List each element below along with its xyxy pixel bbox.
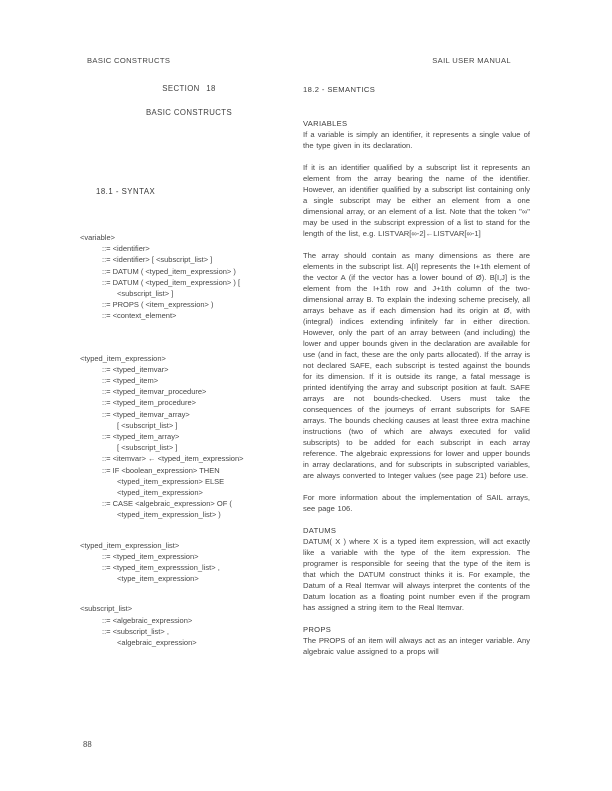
body-paragraph: DATUM( X ) where X is a typed item expression, will act exactly like a variable with the type of the item expression. The programer is responsible for seeing that the type of the item is that which the DATUM construct thinks it is. For example, the Datum of a Real Itemvar will always interpret the contents of the Datum location as a floating point number even if the program has assigned a string item to the Real Itemvar.: [303, 537, 530, 612]
syntax-production: ::= <typed_itemvar_procedure>: [102, 387, 207, 397]
syntax-nonterminal: <typed_item_expression_list>: [80, 540, 180, 550]
syntax-continuation: <typed_item_expression>: [117, 488, 203, 498]
syntax-production: ::= CASE <algebraic_expression> OF (: [102, 499, 232, 509]
syntax-nonterminal: <variable>: [80, 233, 116, 242]
syntax-production: ::= <context_element>: [102, 311, 177, 321]
subsection-heading: PROPS: [303, 625, 332, 634]
syntax-block: [80, 353, 302, 521]
syntax-block: [80, 232, 302, 322]
syntax-block: [80, 603, 302, 648]
syntax-nonterminal: <typed_item_expression>: [80, 353, 166, 363]
syntax-production: ::= <typed_item_expression>: [102, 551, 199, 561]
syntax-production: ::= DATUM ( <typed_item_expression> ): [102, 266, 236, 276]
body-paragraph: The PROPS of an item will always act as an integer variable. Any algebraic value assigned to a props will: [303, 636, 530, 656]
running-header-right: SAIL USER MANUAL: [432, 56, 511, 65]
body-paragraph: If it is an identifier qualified by a subscript list it represents an element from the array bearing the name of the identifier. However, an identifier qualified by a subscript list containing only a single subscript may be either an element from a one dimensional array, or an element of a list. Note that the token "∞" may be used in the subscript expression of a list to stand for the length of the list, e.g. LISTVAR[∞-2]←LISTVAR[∞-1]: [303, 163, 530, 238]
running-header-left: BASIC CONSTRUCTS: [87, 56, 171, 65]
syntax-block: [80, 540, 302, 585]
body-paragraph: If a variable is simply an identifier, it represents a single value of the type given in its declaration.: [303, 130, 530, 150]
syntax-production: ::= <typed_item>: [102, 376, 159, 386]
syntax-production: ::= <subscript_list> ,: [102, 626, 169, 636]
syntax-nonterminal: <subscript_list>: [80, 604, 133, 614]
syntax-continuation: <algebraic_expression>: [117, 638, 197, 648]
syntax-production: ::= <typed_item_procedure>: [102, 398, 197, 408]
syntax-heading: 18.1 - SYNTAX: [96, 187, 156, 196]
page-number: 88: [83, 740, 92, 749]
running-header: [87, 56, 511, 65]
syntax-production: ::= <typed_item_array>: [102, 432, 180, 442]
syntax-production: ::= <algebraic_expression>: [102, 615, 193, 625]
syntax-production: ::= <identifier> [ <subscript_list> ]: [102, 255, 213, 265]
syntax-production: ::= PROPS ( <item_expression> ): [102, 300, 214, 310]
syntax-continuation: [ <subscript_list> ]: [117, 443, 178, 453]
subsection-heading: VARIABLES: [303, 119, 348, 128]
semantics-sections: [303, 118, 530, 657]
syntax-production: ::= <typed_item_expresssion_list> ,: [102, 563, 220, 573]
syntax-production: ::= <identifier>: [102, 244, 150, 254]
syntax-blocks: [80, 232, 302, 667]
section-titles: [78, 84, 300, 117]
syntax-production: ::= <typed_itemvar>: [102, 364, 169, 374]
syntax-continuation: <subscript_list> ]: [117, 289, 174, 299]
section-title: SECTION 18: [162, 84, 216, 93]
syntax-production: ::= IF <boolean_expression> THEN: [102, 465, 220, 475]
subsection-heading: DATUMS: [303, 526, 337, 535]
body-paragraph: For more information about the implementation of SAIL arrays, see page 106.: [303, 493, 530, 513]
section-subtitle: BASIC CONSTRUCTS: [145, 108, 233, 117]
syntax-production: ::= DATUM ( <typed_item_expression> ) [: [102, 277, 241, 287]
semantics-heading: 18.2 - SEMANTICS: [303, 85, 376, 94]
syntax-continuation: <type_item_expression>: [117, 574, 199, 584]
syntax-continuation: <typed_item_expression_list> ): [117, 510, 221, 520]
right-column: [303, 84, 530, 657]
syntax-continuation: <typed_item_expression> ELSE: [117, 476, 225, 486]
body-paragraph: The array should contain as many dimensions as there are elements in the subscript list. A[I] represents the I+1th element of the vector A (if the vector has a lower bound of Ø). B[I,J] is the element from the I+1th row and J+1th column of the two-dimensional array B. To explain the indexing scheme precisely, all arrays behave as if each dimension had its origin at Ø, with (integral) indices extending infinitely far in either direction. However, only the part of an array between (and including) the lower and upper bounds given in the declaration are available for use (and in fact, these are the only parts allocated). If the array is not declared SAFE, each subscript is tested against the bounds for its dimension. If it is outside its range, a fatal message is printed identifying the array and subscript position at fault. SAFE arrays are not bounds-checked. Users must take the consequences of the journeys of errant subscripts for SAFE arrays. The bounds checking causes at least three extra machine instructions (two of which are always executed for valid subscripts) to be added for each subscript in each array reference. The algebraic expressions for lower and upper bounds in array declarations, and for subscripts in subscripted variables, are always converted to Integer values (see page 21) before use.: [303, 251, 530, 480]
syntax-production: ::= <typed_itemvar_array>: [102, 409, 190, 419]
syntax-production: ::= <itemvar> ← <typed_item_expression>: [102, 454, 244, 464]
syntax-continuation: [ <subscript_list> ]: [117, 420, 178, 430]
